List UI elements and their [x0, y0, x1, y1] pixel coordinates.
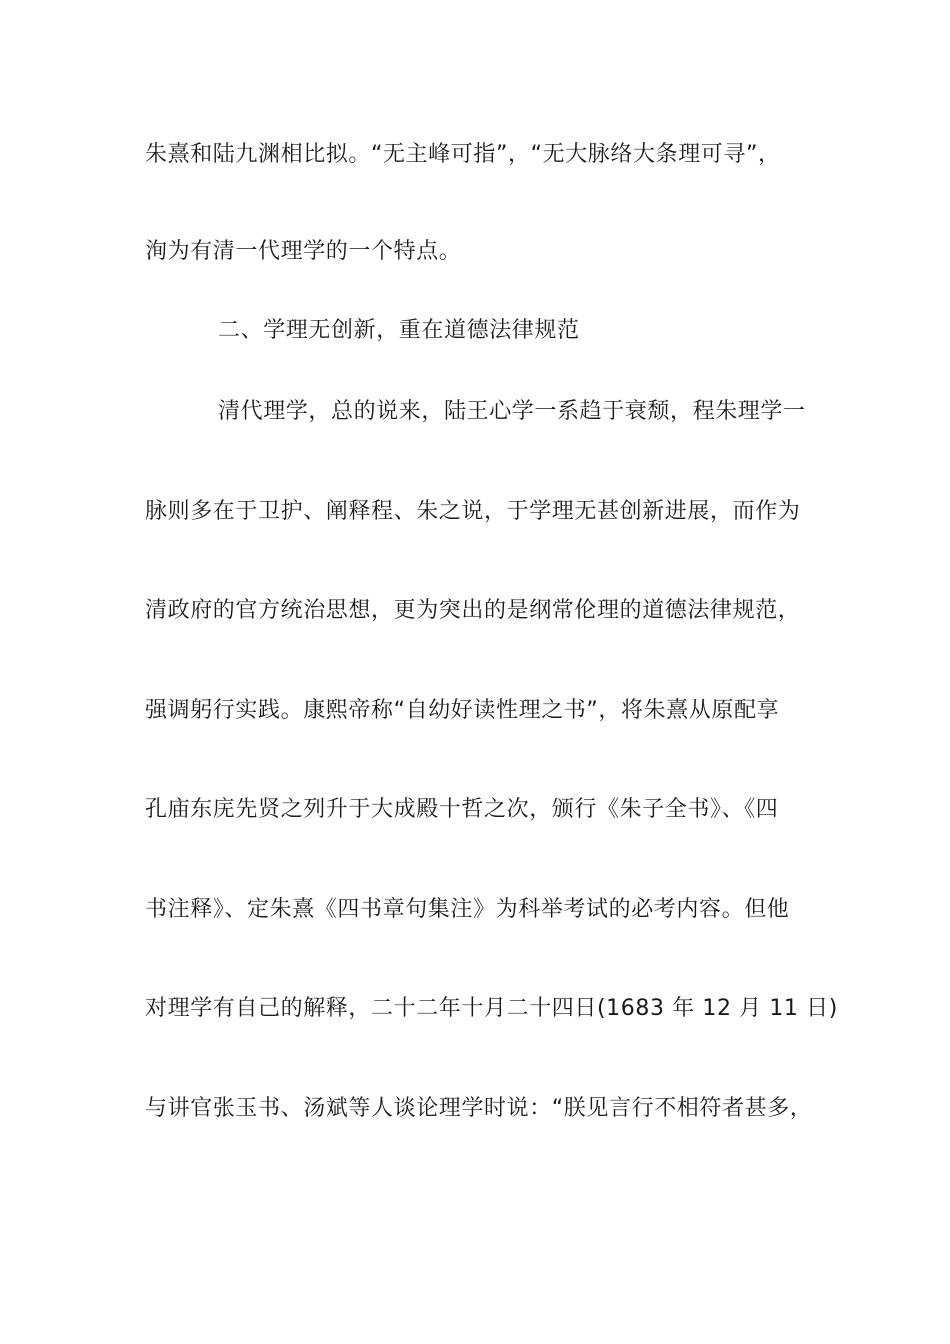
paragraph-line-7: 孔庙东庑先贤之列升于大成殿十哲之次，颁行《朱子全书》、《四 — [145, 797, 779, 822]
paragraph-line-4: 脉则多在于卫护、阐释程、朱之说，于学理无甚创新进展，而作为 — [145, 499, 801, 524]
paragraph-line-6: 强调躬行实践。康熙帝称“自幼好读性理之书”，将朱熹从原配享 — [145, 698, 780, 723]
section-heading: 二、学理无创新，重在道德法律规范 — [218, 318, 580, 343]
paragraph-line-2: 洵为有清一代理学的一个特点。 — [145, 239, 462, 264]
paragraph-line-8: 书注释》、定朱熹《四书章句集注》为科举考试的必考内容。但他 — [145, 897, 790, 922]
paragraph-line-5: 清政府的官方统治思想，更为突出的是纲常伦理的道德法律规范， — [145, 598, 801, 623]
paragraph-line-10: 与讲官张玉书、汤斌等人谈论理学时说：“朕见言行不相符者甚多， — [145, 1096, 813, 1121]
paragraph-line-9: 对理学有自己的解释，二十二年十月二十四日(1683 年 12 月 11 日) — [145, 996, 838, 1021]
paragraph-line-1: 朱熹和陆九渊相比拟。“无主峰可指”，“无大脉络大条理可寻”， — [145, 142, 781, 167]
paragraph-line-3: 清代理学，总的说来，陆王心学一系趋于衰颓，程朱理学一 — [218, 399, 806, 424]
